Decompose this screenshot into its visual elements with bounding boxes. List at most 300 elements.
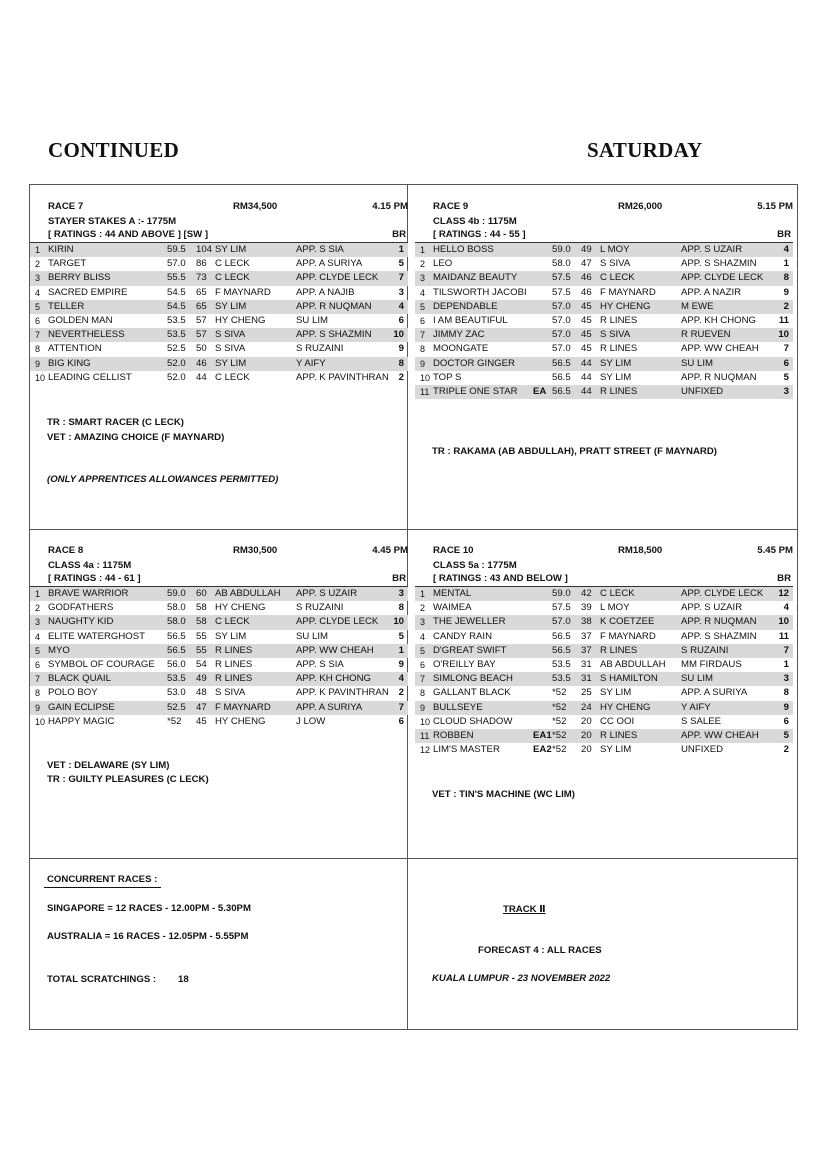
jockey-name: R LINES	[215, 658, 253, 670]
handicap-rating: 65	[196, 286, 207, 298]
rider-name: APP. S SIA	[296, 658, 344, 670]
horse-name: ROBBEN	[433, 729, 474, 741]
jockey-name: K COETZEE	[600, 616, 655, 628]
runner-number: 10	[420, 716, 431, 727]
rider-name: MM FIRDAUS	[681, 658, 742, 670]
handicap-rating: 24	[581, 701, 592, 713]
barrier: 11	[778, 630, 789, 642]
barrier: 6	[398, 314, 404, 326]
runner-list	[415, 243, 793, 399]
handicap-rating: 20	[581, 715, 592, 727]
weight: 53.5	[167, 673, 186, 685]
barrier: 5	[783, 371, 789, 383]
horse-name: BRAVE WARRIOR	[48, 588, 129, 599]
runner-row	[30, 686, 408, 700]
race7-note-apprentice: (ONLY APPRENTICES ALLOWANCES PERMITTED)	[47, 474, 279, 485]
horse-name: TRIPLE ONE STAR	[433, 385, 518, 397]
weight: 53.5	[552, 658, 571, 670]
runner-row	[30, 286, 408, 300]
runner-row	[415, 615, 793, 629]
rider-name: APP. CLYDE LECK	[296, 272, 379, 284]
barrier: 3	[783, 673, 789, 685]
barrier: 3	[398, 588, 404, 599]
race-class: CLASS 4a : 1175M	[48, 560, 132, 571]
weight: 57.0	[552, 314, 571, 326]
handicap-rating: 54	[196, 658, 207, 670]
barrier: 4	[783, 602, 789, 614]
entry-tag: EA2	[533, 744, 552, 756]
race-time: 5.15 PM	[757, 201, 793, 212]
scratchings-value: 18	[178, 974, 189, 985]
runner-row	[30, 715, 408, 729]
rider-name: APP. S SHAZMIN	[296, 329, 372, 341]
horse-name: BIG KING	[48, 357, 91, 369]
weight: 53.5	[552, 673, 571, 685]
runner-row	[30, 630, 408, 644]
runner-row	[415, 314, 793, 328]
runner-row	[30, 658, 408, 672]
handicap-rating: 37	[581, 630, 592, 642]
runner-row	[30, 257, 408, 271]
barrier: 8	[398, 357, 404, 369]
runner-number: 1	[35, 589, 41, 599]
runner-number: 8	[420, 344, 426, 355]
rider-name: APP. R NUQMAN	[681, 616, 757, 628]
weight: 59.0	[167, 588, 186, 599]
barrier: 8	[783, 272, 789, 284]
race9-note-tr: TR : RAKAMA (AB ABDULLAH), PRATT STREET (F MAYNARD)	[432, 446, 717, 457]
runner-row	[30, 371, 408, 385]
horse-name: NAUGHTY KID	[48, 616, 114, 628]
jockey-name: R LINES	[600, 729, 638, 741]
weight: 57.5	[552, 602, 571, 614]
weight: 56.5	[552, 644, 571, 656]
runner-row	[415, 715, 793, 729]
handicap-rating: 55	[196, 630, 207, 642]
runner-row	[415, 672, 793, 686]
runner-row	[415, 644, 793, 658]
runner-number: 2	[35, 259, 41, 270]
horse-name: SACRED EMPIRE	[48, 286, 128, 298]
barrier: 9	[398, 343, 404, 355]
race-purse: RM18,500	[618, 545, 663, 556]
handicap-rating: 45	[196, 715, 207, 727]
horse-name: DOCTOR GINGER	[433, 357, 515, 369]
weight: 57.0	[167, 258, 186, 270]
runner-number: 8	[35, 688, 41, 699]
race-time: 5.45 PM	[757, 545, 793, 556]
weight: *52	[552, 729, 567, 741]
rider-name: SU LIM	[681, 357, 713, 369]
runner-number: 4	[35, 287, 41, 298]
jockey-name: SY LIM	[600, 371, 632, 383]
horse-name: BULLSEYE	[433, 701, 483, 713]
track-label: TRACK Ⅱ	[503, 904, 546, 915]
horse-name: BLACK QUAIL	[48, 673, 111, 685]
weight: 56.5	[552, 371, 571, 383]
jockey-name: SY LIM	[600, 357, 632, 369]
jockey-name: R LINES	[215, 644, 253, 656]
race-purse: RM34,500	[233, 201, 278, 212]
weight: 59.0	[552, 588, 571, 599]
rider-name: APP. A SURIYA	[681, 687, 748, 699]
handicap-rating: 31	[581, 658, 592, 670]
weight: 54.5	[167, 300, 186, 312]
rider-name: APP. S UZAIR	[296, 588, 358, 599]
jockey-name: R LINES	[600, 385, 638, 397]
rider-name: S SALEE	[681, 715, 721, 727]
jockey-name: S HAMILTON	[600, 673, 658, 685]
barrier: 12	[778, 588, 789, 599]
runner-number: 2	[420, 259, 426, 270]
barrier: 8	[783, 687, 789, 699]
rider-name: UNFIXED	[681, 744, 724, 756]
runner-number: 8	[420, 688, 426, 699]
race-rating: [ RATINGS : 44 AND ABOVE ] [SW ]	[48, 229, 209, 240]
jockey-name: C LECK	[215, 371, 250, 383]
jockey-name: C LECK	[215, 272, 250, 284]
handicap-rating: 38	[581, 616, 592, 628]
race-class: CLASS 4b : 1175M	[433, 216, 517, 227]
barrier: 4	[398, 673, 404, 685]
runner-number: 6	[420, 659, 426, 670]
runner-row	[415, 686, 793, 700]
horse-name: BERRY BLISS	[48, 272, 111, 284]
barrier: 2	[783, 744, 789, 756]
runner-number: 9	[35, 702, 41, 713]
rider-name: APP. K PAVINTHRAN	[296, 687, 389, 699]
barrier: 11	[778, 314, 789, 326]
runner-row	[415, 587, 793, 601]
weight: 59.5	[167, 244, 186, 255]
weight: *52	[552, 744, 567, 756]
handicap-rating: 44	[581, 357, 592, 369]
barrier: 1	[398, 644, 404, 656]
runner-number: 4	[420, 631, 426, 642]
horse-name: D'GREAT SWIFT	[433, 644, 507, 656]
row-divider-2	[29, 858, 798, 859]
rider-name: APP. KH CHONG	[296, 673, 371, 685]
barrier: 4	[783, 244, 789, 255]
entry-tag: EA1	[533, 729, 552, 741]
horse-name: KIRIN	[48, 244, 74, 255]
race10-note-vet: VET : TIN'S MACHINE (WC LIM)	[432, 789, 575, 800]
jockey-name: C LECK	[600, 588, 635, 599]
rider-name: APP. WW CHEAH	[681, 729, 759, 741]
jockey-name: R LINES	[600, 343, 638, 355]
weight: 55.5	[167, 272, 186, 284]
runner-row	[415, 300, 793, 314]
runner-number: 1	[420, 589, 426, 599]
jockey-name: S SIVA	[600, 258, 631, 270]
barrier: 10	[393, 616, 404, 628]
runner-number: 5	[420, 645, 426, 656]
runner-row	[415, 729, 793, 743]
horse-name: SYMBOL OF COURAGE	[48, 658, 155, 670]
race-number: RACE 8	[48, 545, 84, 556]
barrier: 7	[398, 701, 404, 713]
runner-number: 11	[420, 730, 430, 741]
weight: 54.5	[167, 286, 186, 298]
handicap-rating: 86	[196, 258, 207, 270]
rider-name: Y AIFY	[296, 357, 326, 369]
race-number: RACE 9	[433, 201, 469, 212]
runner-row	[415, 271, 793, 285]
weight: *52	[552, 687, 567, 699]
barrier: 6	[398, 715, 404, 727]
runner-row	[30, 615, 408, 629]
runner-row	[30, 601, 408, 615]
barrier: 5	[783, 729, 789, 741]
horse-name: TELLER	[48, 300, 85, 312]
weight: 57.0	[552, 300, 571, 312]
runner-row	[30, 672, 408, 686]
rider-name: R RUEVEN	[681, 329, 731, 341]
barrier: 5	[398, 630, 404, 642]
horse-name: CANDY RAIN	[433, 630, 492, 642]
race-number: RACE 10	[433, 545, 474, 556]
barrier: 4	[398, 300, 404, 312]
horse-name: WAIMEA	[433, 602, 472, 614]
horse-name: GOLDEN MAN	[48, 314, 113, 326]
rider-name: J LOW	[296, 715, 326, 727]
runner-number: 1	[35, 245, 41, 255]
handicap-rating: 45	[581, 343, 592, 355]
handicap-rating: 73	[196, 272, 207, 284]
barrier: 3	[398, 286, 404, 298]
barrier: 7	[783, 343, 789, 355]
horse-name: LEADING CELLIST	[48, 371, 132, 383]
runner-number: 3	[35, 617, 41, 628]
runner-number: 10	[420, 372, 431, 383]
handicap-rating: 39	[581, 602, 592, 614]
jockey-name: HY CHENG	[600, 701, 651, 713]
horse-name: MYO	[48, 644, 70, 656]
handicap-rating: 58	[196, 602, 207, 614]
handicap-rating: 20	[581, 744, 592, 756]
rider-name: APP. S SHAZMIN	[681, 258, 757, 270]
handicap-rating: 44	[196, 371, 207, 383]
runner-number: 9	[420, 358, 426, 369]
rider-name: S RUZAINI	[681, 644, 729, 656]
weight: 57.0	[552, 343, 571, 355]
handicap-rating: 46	[581, 286, 592, 298]
runner-number: 5	[35, 301, 41, 312]
runner-number: 6	[420, 315, 426, 326]
jockey-name: S SIVA	[215, 687, 246, 699]
jockey-name: S SIVA	[215, 343, 246, 355]
runner-row	[415, 257, 793, 271]
runner-row	[30, 644, 408, 658]
runner-number: 1	[420, 245, 426, 255]
weight: 52.0	[167, 357, 186, 369]
runner-row	[415, 328, 793, 342]
horse-name: DEPENDABLE	[433, 300, 498, 312]
australia-races: AUSTRALIA = 16 RACES - 12.05PM - 5.55PM	[47, 931, 249, 942]
barrier: 2	[398, 371, 404, 383]
horse-name: MOONGATE	[433, 343, 489, 355]
handicap-rating: 48	[196, 687, 207, 699]
runner-number: 7	[420, 674, 426, 685]
jockey-name: HY CHENG	[215, 314, 266, 326]
horse-name: LIM'S MASTER	[433, 744, 500, 756]
jockey-name: S SIVA	[600, 329, 631, 341]
weight: 57.5	[552, 286, 571, 298]
jockey-name: F MAYNARD	[215, 701, 271, 713]
weight: *52	[552, 715, 567, 727]
jockey-name: F MAYNARD	[215, 286, 271, 298]
handicap-rating: 57	[196, 329, 207, 341]
runner-number: 4	[420, 287, 426, 298]
handicap-rating: 49	[196, 673, 207, 685]
horse-name: ELITE WATERGHOST	[48, 630, 146, 642]
handicap-rating: 25	[581, 687, 592, 699]
race8-note-tr: TR : GUILTY PLEASURES (C LECK)	[47, 774, 209, 785]
continued-heading: CONTINUED	[48, 138, 180, 162]
runner-number: 11	[420, 386, 430, 397]
handicap-rating: 65	[196, 300, 207, 312]
race-time: 4.15 PM	[372, 201, 408, 212]
horse-name: I AM BEAUTIFUL	[433, 314, 508, 326]
runner-list	[30, 587, 408, 729]
singapore-races: SINGAPORE = 12 RACES - 12.00PM - 5.30PM	[47, 903, 251, 914]
barrier: 6	[783, 357, 789, 369]
weight: 57.5	[552, 272, 571, 284]
runner-row	[415, 701, 793, 715]
rider-name: APP. CLYDE LECK	[296, 616, 379, 628]
horse-name: THE JEWELLER	[433, 616, 506, 628]
race-rating: [ RATINGS : 43 AND BELOW ]	[433, 573, 568, 584]
weight: 53.5	[167, 314, 186, 326]
runner-row	[30, 701, 408, 715]
jockey-name: F MAYNARD	[600, 286, 656, 298]
race-purse: RM30,500	[233, 545, 278, 556]
forecast-line: FORECAST 4 : ALL RACES	[478, 945, 602, 956]
rider-name: APP. A NAZIR	[681, 286, 742, 298]
horse-name: MENTAL	[433, 588, 472, 599]
runner-row	[30, 300, 408, 314]
barrier: 5	[398, 258, 404, 270]
weight: 53.5	[167, 329, 186, 341]
runner-row	[30, 587, 408, 601]
handicap-rating: 31	[581, 673, 592, 685]
race-number: RACE 7	[48, 201, 84, 212]
barrier: 3	[783, 385, 789, 397]
handicap-rating: 44	[581, 371, 592, 383]
race-class: STAYER STAKES A :- 1775M	[48, 216, 177, 227]
concurrent-underline	[44, 887, 161, 888]
barrier: 1	[783, 658, 789, 670]
rider-name: SU LIM	[296, 314, 328, 326]
rider-name: APP. R NUQMAN	[296, 300, 372, 312]
handicap-rating: 47	[196, 701, 207, 713]
handicap-rating: 55	[196, 644, 207, 656]
barrier: 10	[778, 329, 789, 341]
weight: 53.0	[167, 687, 186, 699]
barrier: 1	[783, 258, 789, 270]
jockey-name: F MAYNARD	[600, 630, 656, 642]
runner-number: 6	[35, 659, 41, 670]
weight: 58.0	[167, 602, 186, 614]
handicap-rating: 42	[581, 588, 592, 599]
barrier: 10	[778, 616, 789, 628]
horse-name: GODFATHERS	[48, 602, 114, 614]
horse-name: HELLO BOSS	[433, 244, 494, 255]
weight: 52.0	[167, 371, 186, 383]
runner-row	[415, 658, 793, 672]
runner-number: 6	[35, 315, 41, 326]
horse-name: MAIDANZ BEAUTY	[433, 272, 518, 284]
handicap-rating: 58	[196, 616, 207, 628]
runner-number: 10	[35, 716, 46, 727]
runner-row	[415, 342, 793, 356]
barrier: 9	[398, 658, 404, 670]
handicap-rating: 45	[581, 329, 592, 341]
runner-row	[30, 271, 408, 285]
horse-name: JIMMY ZAC	[433, 329, 485, 341]
row-divider-1	[29, 529, 798, 530]
weight: 56.5	[552, 357, 571, 369]
jockey-name: R LINES	[215, 673, 253, 685]
jockey-name: HY CHENG	[215, 602, 266, 614]
race-time: 4.45 PM	[372, 545, 408, 556]
barrier: 9	[783, 701, 789, 713]
horse-name: CLOUD SHADOW	[433, 715, 513, 727]
runner-number: 2	[420, 603, 426, 614]
horse-name: SIMLONG BEACH	[433, 673, 513, 685]
rider-name: SU LIM	[296, 630, 328, 642]
jockey-name: CC OOI	[600, 715, 635, 727]
jockey-name: C LECK	[600, 272, 635, 284]
runner-row	[30, 357, 408, 371]
rider-name: APP. WW CHEAH	[681, 343, 759, 355]
runner-number: 7	[35, 330, 41, 341]
rider-name: APP. S UZAIR	[681, 602, 743, 614]
jockey-name: L MOY	[600, 244, 630, 255]
handicap-rating: 46	[196, 357, 207, 369]
barrier: 1	[398, 244, 404, 255]
jockey-name: L MOY	[600, 602, 630, 614]
race7-note-vet: VET : AMAZING CHOICE (F MAYNARD)	[47, 432, 225, 443]
handicap-rating: 20	[581, 729, 592, 741]
runner-number: 7	[35, 674, 41, 685]
runner-row	[415, 385, 793, 399]
runner-number: 5	[420, 301, 426, 312]
rider-name: APP. A SURIYA	[296, 701, 363, 713]
runner-row	[415, 286, 793, 300]
jockey-name: AB ABDULLAH	[600, 658, 666, 670]
weight: 56.5	[167, 644, 186, 656]
barrier: 2	[783, 300, 789, 312]
race-class: CLASS 5a : 1775M	[433, 560, 517, 571]
runner-row	[30, 342, 408, 356]
weight: 57.0	[552, 329, 571, 341]
rider-name: APP. CLYDE LECK	[681, 588, 764, 599]
rider-name: APP. WW CHEAH	[296, 644, 374, 656]
rider-name: APP. R NUQMAN	[681, 371, 757, 383]
race-purse: RM26,000	[618, 201, 663, 212]
runner-number: 12	[420, 745, 431, 756]
rider-name: APP. CLYDE LECK	[681, 272, 764, 284]
jockey-name: SY LIM	[215, 300, 247, 312]
runner-number: 7	[420, 330, 426, 341]
weight: 56.0	[167, 658, 186, 670]
handicap-rating: 45	[581, 314, 592, 326]
jockey-name: SY LIM	[600, 744, 632, 756]
rider-name: APP. S SIA	[296, 244, 344, 255]
day-heading: SATURDAY	[587, 138, 703, 162]
runner-number: 9	[35, 358, 41, 369]
